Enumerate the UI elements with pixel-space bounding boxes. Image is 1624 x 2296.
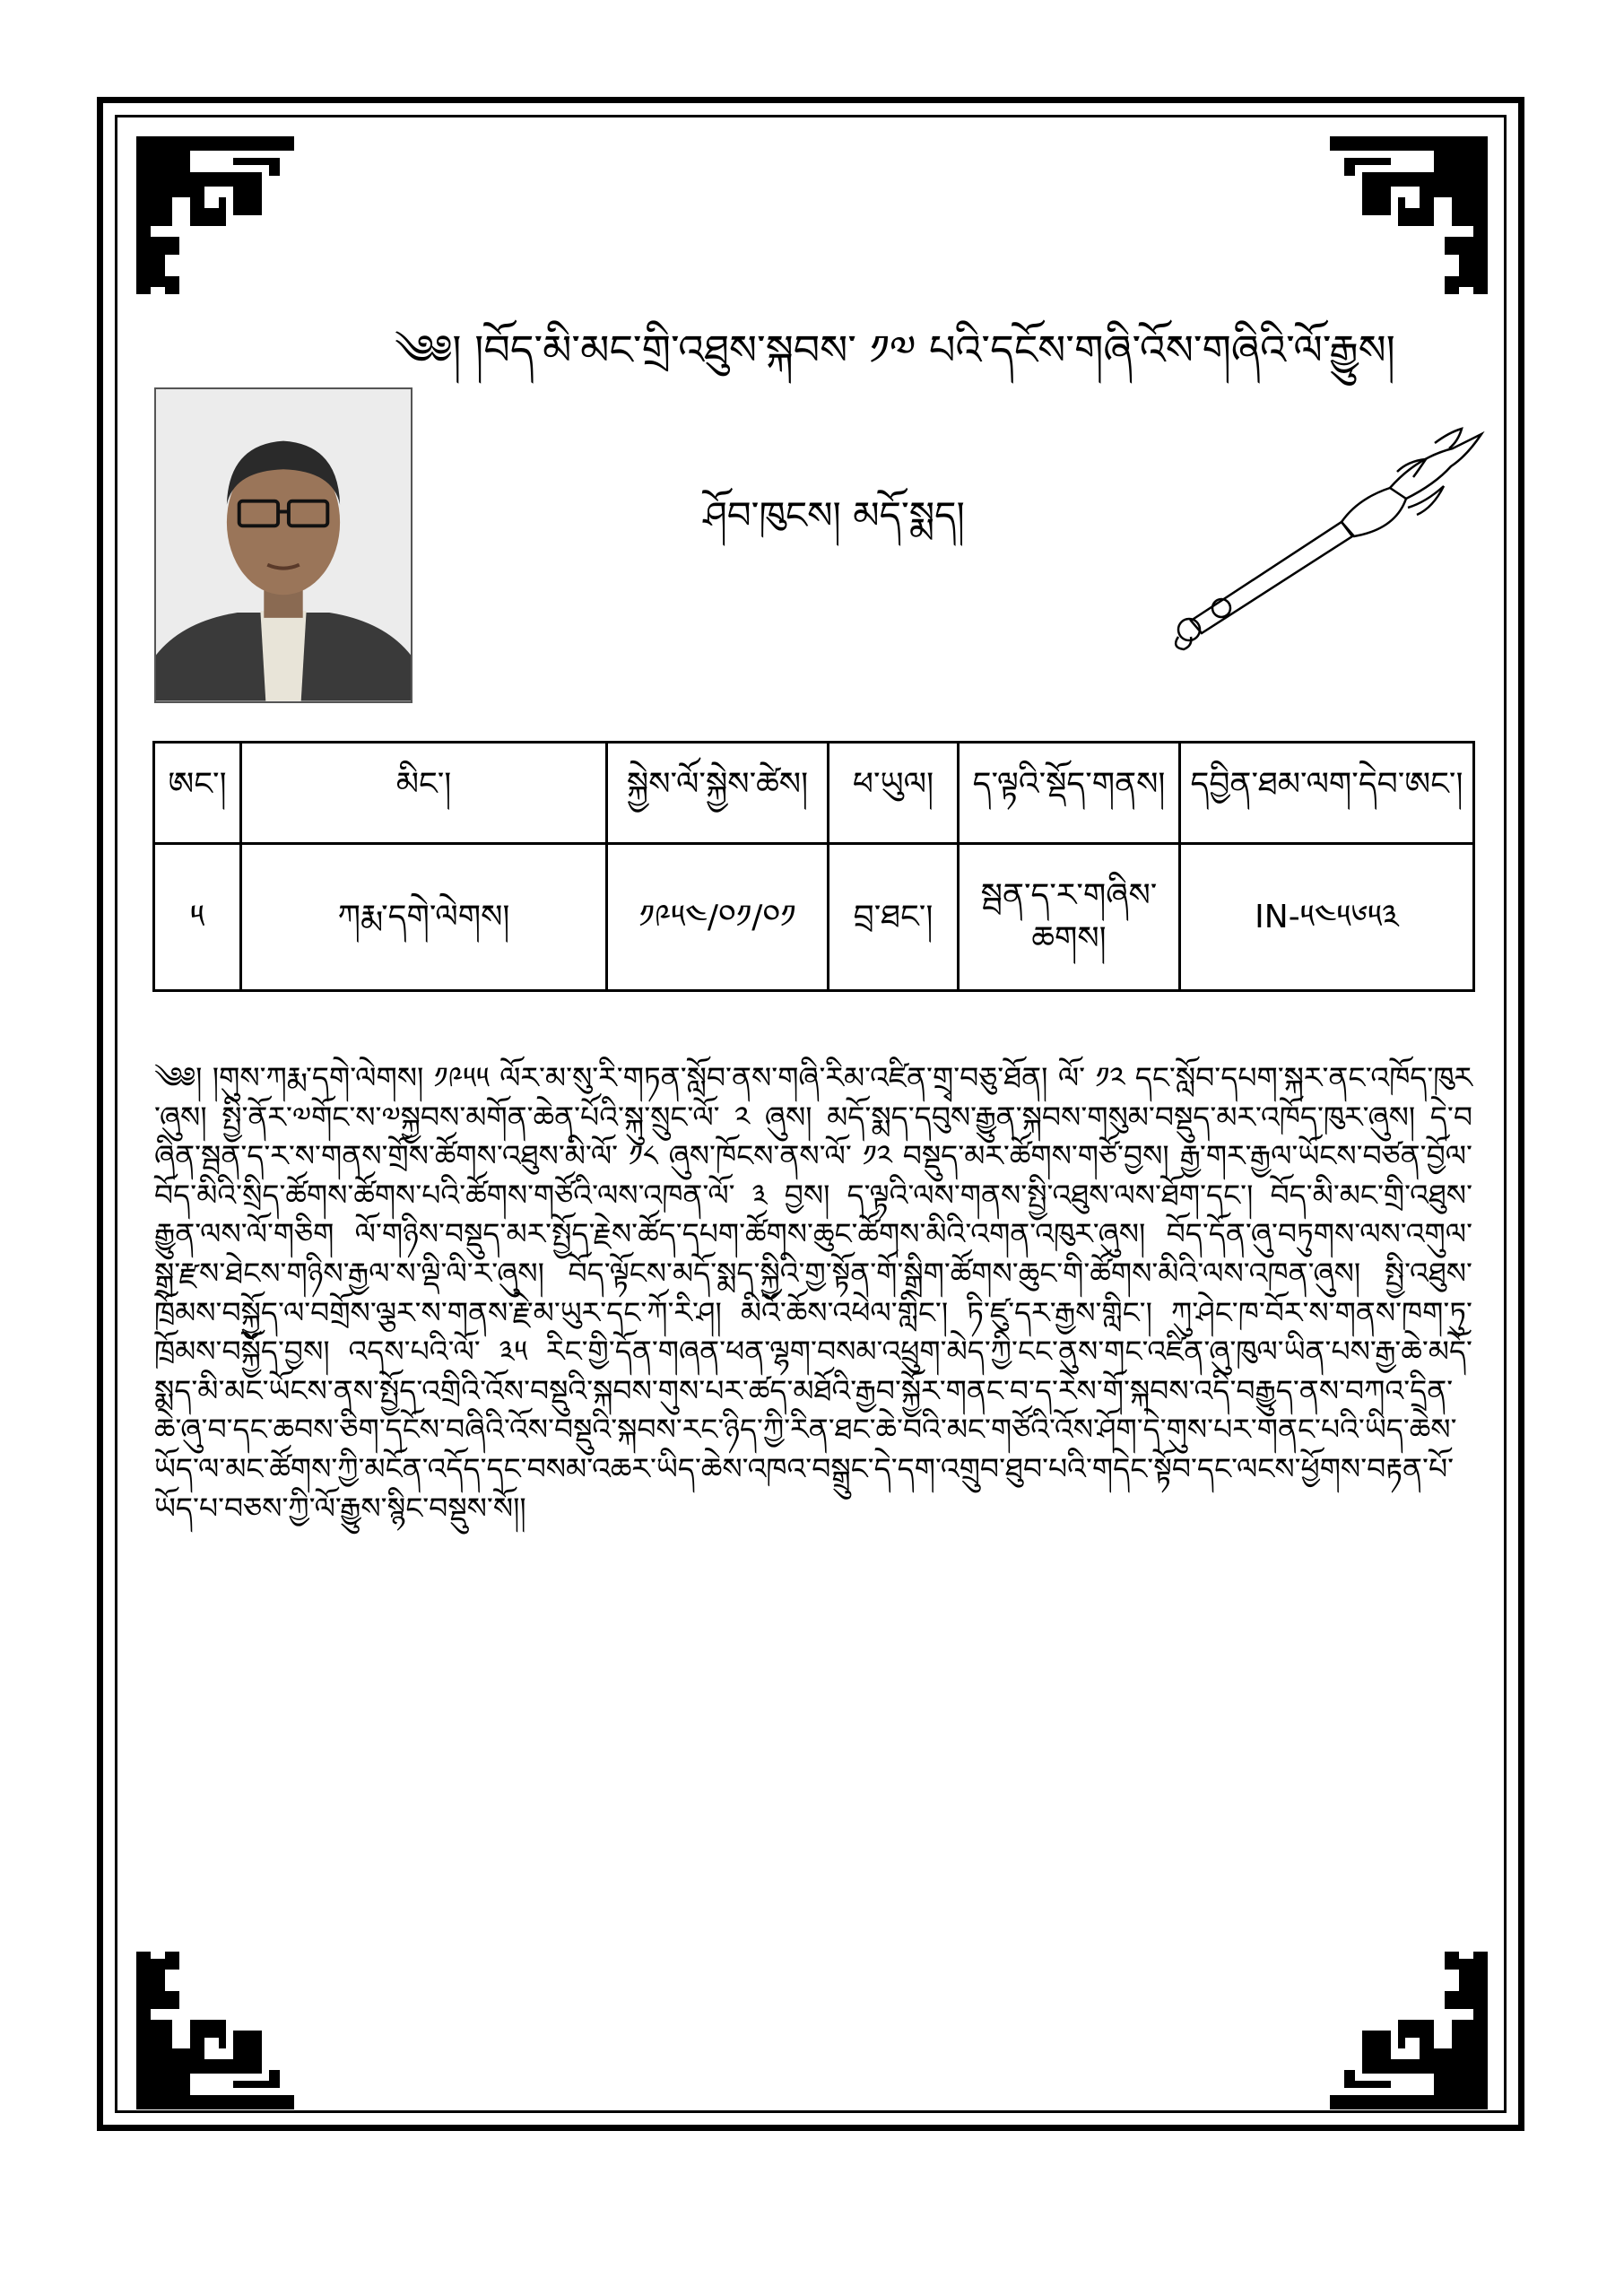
corner-ornament (126, 126, 305, 305)
constituency-subtitle: ཤོབ་ཁུངས། མདོ་སྨད། (703, 493, 965, 537)
document-title: ༄༅། །བོད་མི་མང་གྲི་འཐུས་སྐབས་ ༡༧ པའི་དངོས་གཞི་འོས་གཞིའི་ལོ་རྒྱུས། (395, 326, 1395, 374)
portrait-photo (154, 387, 413, 703)
cell-number: ༥ (154, 844, 241, 991)
cell-id-number: IN-༥༤༥༦༥༣ (1180, 844, 1474, 991)
header-residence: ད་ལྟའི་སྡོད་གནས། (959, 743, 1180, 844)
corner-ornament (126, 1941, 305, 2120)
header-name: མིང་། (241, 743, 607, 844)
table-header-row (154, 743, 1474, 844)
candidate-info-table (152, 741, 1475, 992)
corner-ornament (1319, 1941, 1498, 2120)
cell-residence: སྦན་ད་ར་གཞིས་ཆགས། (959, 844, 1180, 991)
phurba-dagger-icon (1166, 422, 1489, 655)
header-hometown: ཕ་ཡུལ། (829, 743, 959, 844)
corner-ornament (1319, 126, 1498, 305)
header-number: ཨང་། (154, 743, 241, 844)
cell-birth-date: ༡༩༥༤/༠༡/༠༡ (607, 844, 829, 991)
cell-hometown: བྲ་ཐང་། (829, 844, 959, 991)
table-row (154, 844, 1474, 991)
header-birth-date: སྐྱེས་ལོ་སྐྱེས་ཚེས། (607, 743, 829, 844)
header-id-number: དབྱིན་ཐམ་ལག་དེབ་ཨང་། (1180, 743, 1474, 844)
cell-name: ཀརྨ་དགེ་ལེགས། (241, 844, 607, 991)
biography-paragraph: ༄༅། །གུས་ཀརྨ་དགེ་ལེགས། ༡༩༥༥ ལོར་མ་སུ་རི་གཏན་སློབ་ནས་གཞི་རིམ་འཛིན་གྲྭ་བཅུ་ཐོན། ལོ་ ༡༢ དང་སློབ་དཔག་སྐར་ནང་འཁོད་ཁུར་ཞུས། སྤྱི་ནོར་༧གོང་ས་༧སྐྱབས་མགོན་ཆེན་པོའི་སྐུ་སྲུང་ལོ་ ༢ ཞུས། མདོ་སྨད་དབུས་རྒྱུན་སྐབས་གསུམ་བསྡུད་མར་འཁོད་ཁུར་ཞུས། དེ་བཞིན་སྦན་ད་ར་ས་གནས་གྲོས་ཚོགས་འཐུས་མི་ལོ་ ༡༨ ཞུས་ཁོངས་ནས་ལོ་ ༡༢ བསྡུད་མར་ཚོགས་གཙོ་བྱས། རྒྱ་གར་རྒྱལ་ཡོངས་བཙན་བྱོལ་བོད་མིའི་སྲིད་ཚོགས་ཚོགས་པའི་ཚོགས་གཙོའི་ལས་འཁན་ལོ་ ༣ བྱས། ད་ལྟའི་ལས་གནས་སྤྱི་འཐུས་ལས་ཐོག་དང་། བོད་མི་མང་གྲི་འཐུས་རྒྱུན་ལས་ལོ་གཅིག ལོ་གཉིས་བསྡུད་མར་སྤྱོད་རྗེས་ཚོད་དཔག་ཚོགས་ཆུང་ཚོགས་མིའི་འགན་འཁུར་ཞུས། བོད་དོན་ཞུ་བཏུགས་ལས་འགུལ་སྒྲ་རྫས་ཐེངས་གཉིས་རྒྱལ་ས་ལྡི་ལི་ར་ཞུས། བོད་ལྟོངས་མདོ་སྨད་སྐྱིའི་གྱ་སྟོན་གོ་སྒྲིག་ཚོགས་ཆུང་གི་ཚོགས་མིའི་ལས་འཁན་ཞུས། སྤྱི་འཐུས་ཁྲོམས་བསྐྱོད་ལ་བགྲོས་ལྕར་ས་གནས་རྗེ་མ་ཡུར་དང་ཀོ་རི་ཤ། མིའོ་ཆོས་འཕེལ་གླིང་། ཏི་ཛུ་དར་རྒྱས་གླིང་། ཀུ་ཤེང་ཁ་བོར་ས་གནས་ཁག་ཏུ་ཁྲོམས་བསྐྱོད་བྱས། འདས་པའི་ལོ་ ༣༥ རིང་གྱི་དོན་གཞན་ཕན་ལྷག་བསམ་འཕྲུག་མེད་ཀྱི་ངང་ནུས་གང་འཛིན་ཞུ་ཁུལ་ཡིན་པས་རྒྱ་ཆེ་མདོ་སྨད་མི་མང་ཡོངས་ནས་སྤྱོད་འགྲིའི་འོས་བསྡུའི་སྐབས་གུས་པར་ཚད་མཐོའི་རྒྱབ་སྐྱོར་གནང་བ་ད་རེས་གོ་སྐབས་འདི་བརྒྱུད་ནས་བཀའ་དྲིན་ཆེ་ཞུ་བ་དང་ཆབས་ཅིག་དངོས་བཞིའི་འོས་བསྡུའི་སྐབས་རང་ཉིད་ཀྱི་རིན་ཐང་ཆེ་བའི་མང་གཙོའི་འོས་ཤོག་དེ་གུས་པར་གནང་པའི་ཡིད་ཆེས་ཡོད་ལ་མང་ཚོགས་ཀྱི་མངོན་འདོད་དང་བསམ་འཆར་ཡིད་ཆེས་འཁའ་བསྒྲུང་དེ་དག་འགྲུབ་ཐུབ་པའི་གདེང་སྟོབ་དང་ལངས་ཕྱོགས་བརྟན་པོ་ཡོད་པ་བཅས་ཀྱི་ལོ་རྒྱུས་སྙིང་བསྡུས་སོ།། (154, 1060, 1472, 1526)
